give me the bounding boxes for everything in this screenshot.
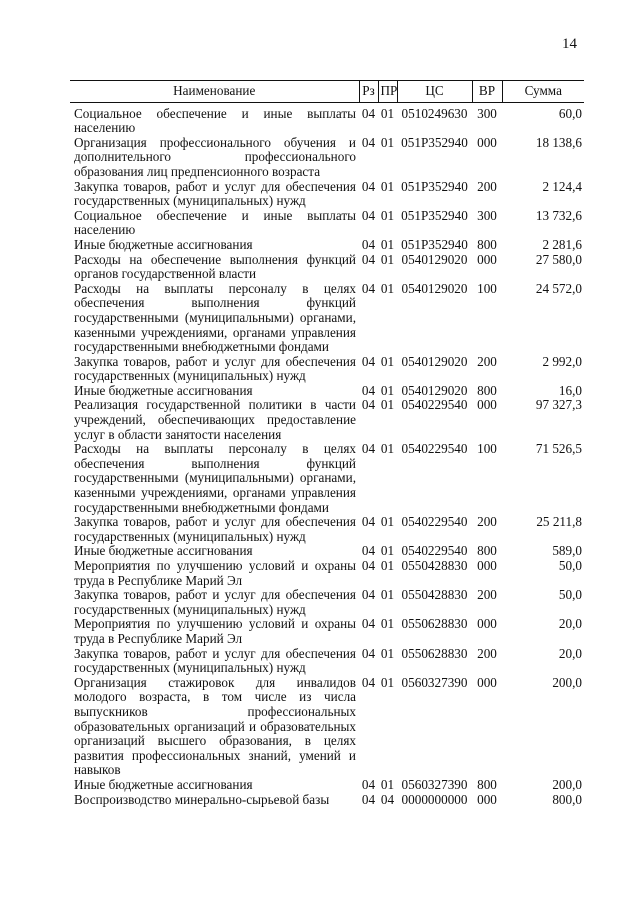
cell-vr: 000 [477, 616, 497, 632]
cell-rz: 04 [361, 105, 376, 121]
cell-vr: 800 [477, 776, 497, 792]
table-header-row [70, 81, 584, 103]
cell-cs: 0000000000 [401, 791, 468, 807]
cell-name: Расходы на выплаты персоналу в целях обеспечения выполнения функций государственными (муниципальными) органами, казенными учреждениями, органами управления государственными внебюджетными фондами [74, 280, 356, 355]
cell-vr: 800 [477, 236, 497, 252]
cell-pr: 01 [380, 558, 395, 573]
cell-rz: 04 [361, 558, 376, 573]
table-row [70, 384, 584, 399]
cell-cs: 0550628830 [401, 645, 468, 661]
cell-pr: 01 [380, 543, 395, 559]
table-row [70, 793, 584, 808]
table-row [70, 253, 584, 282]
cell-name: Закупка товаров, работ и услуг для обеспечения государственных (муниципальных) нужд [74, 178, 356, 209]
cell-sum: 50,0 [558, 587, 582, 603]
cell-sum: 60,0 [558, 105, 582, 121]
cell-vr: 100 [477, 441, 497, 457]
cell-pr: 01 [380, 207, 395, 223]
page-number: 14 [562, 36, 577, 52]
cell-sum: 200,0 [552, 776, 582, 792]
table-row [70, 442, 584, 515]
cell-pr: 01 [380, 280, 395, 296]
cell-name: Расходы на обеспечение выполнения функций органов государственной власти [74, 251, 356, 282]
cell-pr: 01 [380, 178, 395, 194]
cell-name: Закупка товаров, работ и услуг для обеспечения государственных (муниципальных) нужд [74, 514, 356, 544]
table-row [70, 515, 584, 544]
cell-pr: 01 [380, 105, 395, 121]
table-row [70, 544, 584, 559]
cell-name: Социальное обеспечение и иные выплаты населению [74, 105, 356, 136]
table-row [70, 398, 584, 442]
cell-cs: 0510249630 [401, 105, 468, 121]
cell-pr: 01 [380, 645, 395, 661]
cell-pr: 01 [380, 514, 395, 530]
cell-pr: 01 [380, 236, 395, 252]
cell-sum: 13 732,6 [535, 207, 582, 223]
cell-sum: 97 327,3 [535, 397, 582, 413]
cell-cs: 0540229540 [401, 514, 468, 530]
cell-cs: 051P352940 [401, 207, 468, 223]
cell-vr: 200 [477, 353, 497, 369]
header-rz: Рз [359, 81, 378, 103]
cell-cs: 0540129020 [401, 280, 468, 296]
cell-vr: 200 [477, 587, 497, 603]
cell-pr: 01 [380, 441, 395, 457]
cell-vr: 800 [477, 543, 497, 559]
cell-cs: 0560327390 [401, 674, 468, 690]
cell-pr: 01 [380, 397, 395, 413]
cell-vr: 000 [477, 791, 497, 807]
table-row [70, 355, 584, 384]
cell-cs: 0540129020 [401, 251, 468, 267]
cell-name: Иные бюджетные ассигнования [74, 543, 253, 559]
cell-sum: 20,0 [558, 616, 582, 632]
cell-sum: 25 211,8 [536, 514, 582, 530]
cell-vr: 000 [477, 134, 497, 150]
cell-rz: 04 [361, 776, 376, 792]
table-row [70, 778, 584, 793]
table-row [70, 180, 584, 209]
header-cs: ЦС [397, 81, 472, 103]
cell-name: Воспроизводство минерально-сырьевой базы [74, 791, 330, 807]
cell-rz: 04 [361, 382, 376, 398]
cell-rz: 04 [361, 645, 376, 661]
table-row [70, 282, 584, 355]
cell-rz: 04 [361, 616, 376, 632]
cell-vr: 000 [477, 674, 497, 690]
cell-cs: 0550628830 [401, 616, 468, 632]
cell-name: Реализация государственной политики в части учреждений, обеспечивающих предоставление услуг в области занятости населения [74, 397, 356, 442]
table-row [70, 238, 584, 253]
table-row [70, 136, 584, 180]
cell-sum: 2 992,0 [542, 353, 582, 369]
cell-rz: 04 [361, 236, 376, 252]
cell-vr: 200 [477, 514, 497, 530]
header-vr: ВР [472, 81, 502, 103]
cell-sum: 24 572,0 [535, 280, 582, 296]
cell-sum: 71 526,5 [535, 441, 582, 457]
cell-rz: 04 [361, 441, 376, 457]
cell-vr: 800 [477, 382, 497, 398]
cell-cs: 0550428830 [401, 587, 468, 603]
cell-name: Иные бюджетные ассигнования [74, 382, 253, 398]
cell-cs: 0540229540 [401, 543, 468, 559]
cell-cs: 051P352940 [401, 134, 468, 150]
cell-rz: 04 [361, 397, 376, 413]
cell-pr: 01 [380, 674, 395, 690]
cell-name: Закупка товаров, работ и услуг для обеспечения государственных (муниципальных) нужд [74, 587, 356, 617]
cell-vr: 000 [477, 251, 497, 267]
cell-name: Мероприятия по улучшению условий и охраны труда в Республике Марий Эл [74, 558, 356, 588]
cell-pr: 01 [380, 353, 395, 369]
cell-rz: 04 [361, 791, 376, 807]
cell-name: Закупка товаров, работ и услуг для обеспечения государственных (муниципальных) нужд [74, 645, 356, 676]
cell-vr: 100 [477, 280, 497, 296]
cell-pr: 01 [380, 776, 395, 792]
table-row [70, 588, 584, 617]
cell-pr: 01 [380, 251, 395, 267]
cell-sum: 16,0 [558, 382, 582, 398]
header-pr: ПР [378, 81, 397, 103]
cell-sum: 800,0 [552, 791, 582, 807]
cell-rz: 04 [361, 207, 376, 223]
cell-rz: 04 [361, 178, 376, 194]
cell-rz: 04 [361, 280, 376, 296]
table-row [70, 676, 584, 778]
cell-sum: 50,0 [558, 558, 582, 573]
cell-pr: 01 [380, 587, 395, 603]
cell-name: Организация профессионального обучения и дополнительного профессионального образования лиц предпенсионного возраста [74, 134, 356, 179]
table-row [70, 617, 584, 646]
cell-sum: 20,0 [558, 645, 582, 661]
table-row [70, 559, 584, 588]
cell-rz: 04 [361, 251, 376, 267]
cell-pr: 01 [380, 382, 395, 398]
header-name: Наименование [70, 81, 359, 103]
cell-rz: 04 [361, 353, 376, 369]
cell-vr: 300 [477, 105, 497, 121]
cell-rz: 04 [361, 587, 376, 603]
cell-cs: 051P352940 [401, 178, 468, 194]
cell-vr: 200 [477, 178, 497, 194]
cell-rz: 04 [361, 514, 376, 530]
cell-name: Мероприятия по улучшению условий и охраны труда в Республике Марий Эл [74, 616, 356, 646]
cell-cs: 0540129020 [401, 353, 468, 369]
cell-sum: 200,0 [552, 674, 582, 690]
cell-vr: 000 [477, 397, 497, 413]
cell-cs: 0540229540 [401, 441, 468, 457]
cell-name: Расходы на выплаты персоналу в целях обеспечения выполнения функций государственными (муниципальными) органами, казенными учреждениями, органами управления государственными внебюджетными фондами [74, 441, 356, 515]
cell-cs: 051P352940 [401, 236, 468, 252]
cell-name: Социальное обеспечение и иные выплаты населению [74, 207, 356, 238]
cell-rz: 04 [361, 543, 376, 559]
budget-table [70, 80, 584, 807]
cell-pr: 01 [380, 616, 395, 632]
cell-sum: 18 138,6 [535, 134, 582, 150]
cell-cs: 0540129020 [401, 382, 468, 398]
header-sum: Сумма [502, 81, 584, 103]
cell-cs: 0540229540 [401, 397, 468, 413]
cell-sum: 589,0 [552, 543, 582, 559]
cell-pr: 01 [380, 134, 395, 150]
cell-sum: 2 124,4 [542, 178, 582, 194]
cell-pr: 04 [380, 791, 395, 807]
cell-cs: 0550428830 [401, 558, 468, 573]
cell-name: Иные бюджетные ассигнования [74, 776, 253, 792]
cell-vr: 200 [477, 645, 497, 661]
cell-name: Иные бюджетные ассигнования [74, 236, 253, 252]
table-row [70, 102, 584, 136]
cell-cs: 0560327390 [401, 776, 468, 792]
cell-vr: 300 [477, 207, 497, 223]
table-row [70, 209, 584, 238]
cell-sum: 2 281,6 [542, 236, 582, 252]
cell-rz: 04 [361, 134, 376, 150]
table-body [70, 102, 584, 807]
cell-name: Закупка товаров, работ и услуг для обеспечения государственных (муниципальных) нужд [74, 353, 356, 384]
cell-rz: 04 [361, 674, 376, 690]
cell-sum: 27 580,0 [535, 251, 582, 267]
cell-vr: 000 [477, 558, 497, 573]
table-row [70, 647, 584, 676]
cell-name: Организация стажировок для инвалидов молодого возраста, в том числе из числа выпускников профессиональных образовательных организаций и образовательных организаций высшего образования, в целях развития профессиональных знаний, умений и навыков [74, 674, 356, 778]
